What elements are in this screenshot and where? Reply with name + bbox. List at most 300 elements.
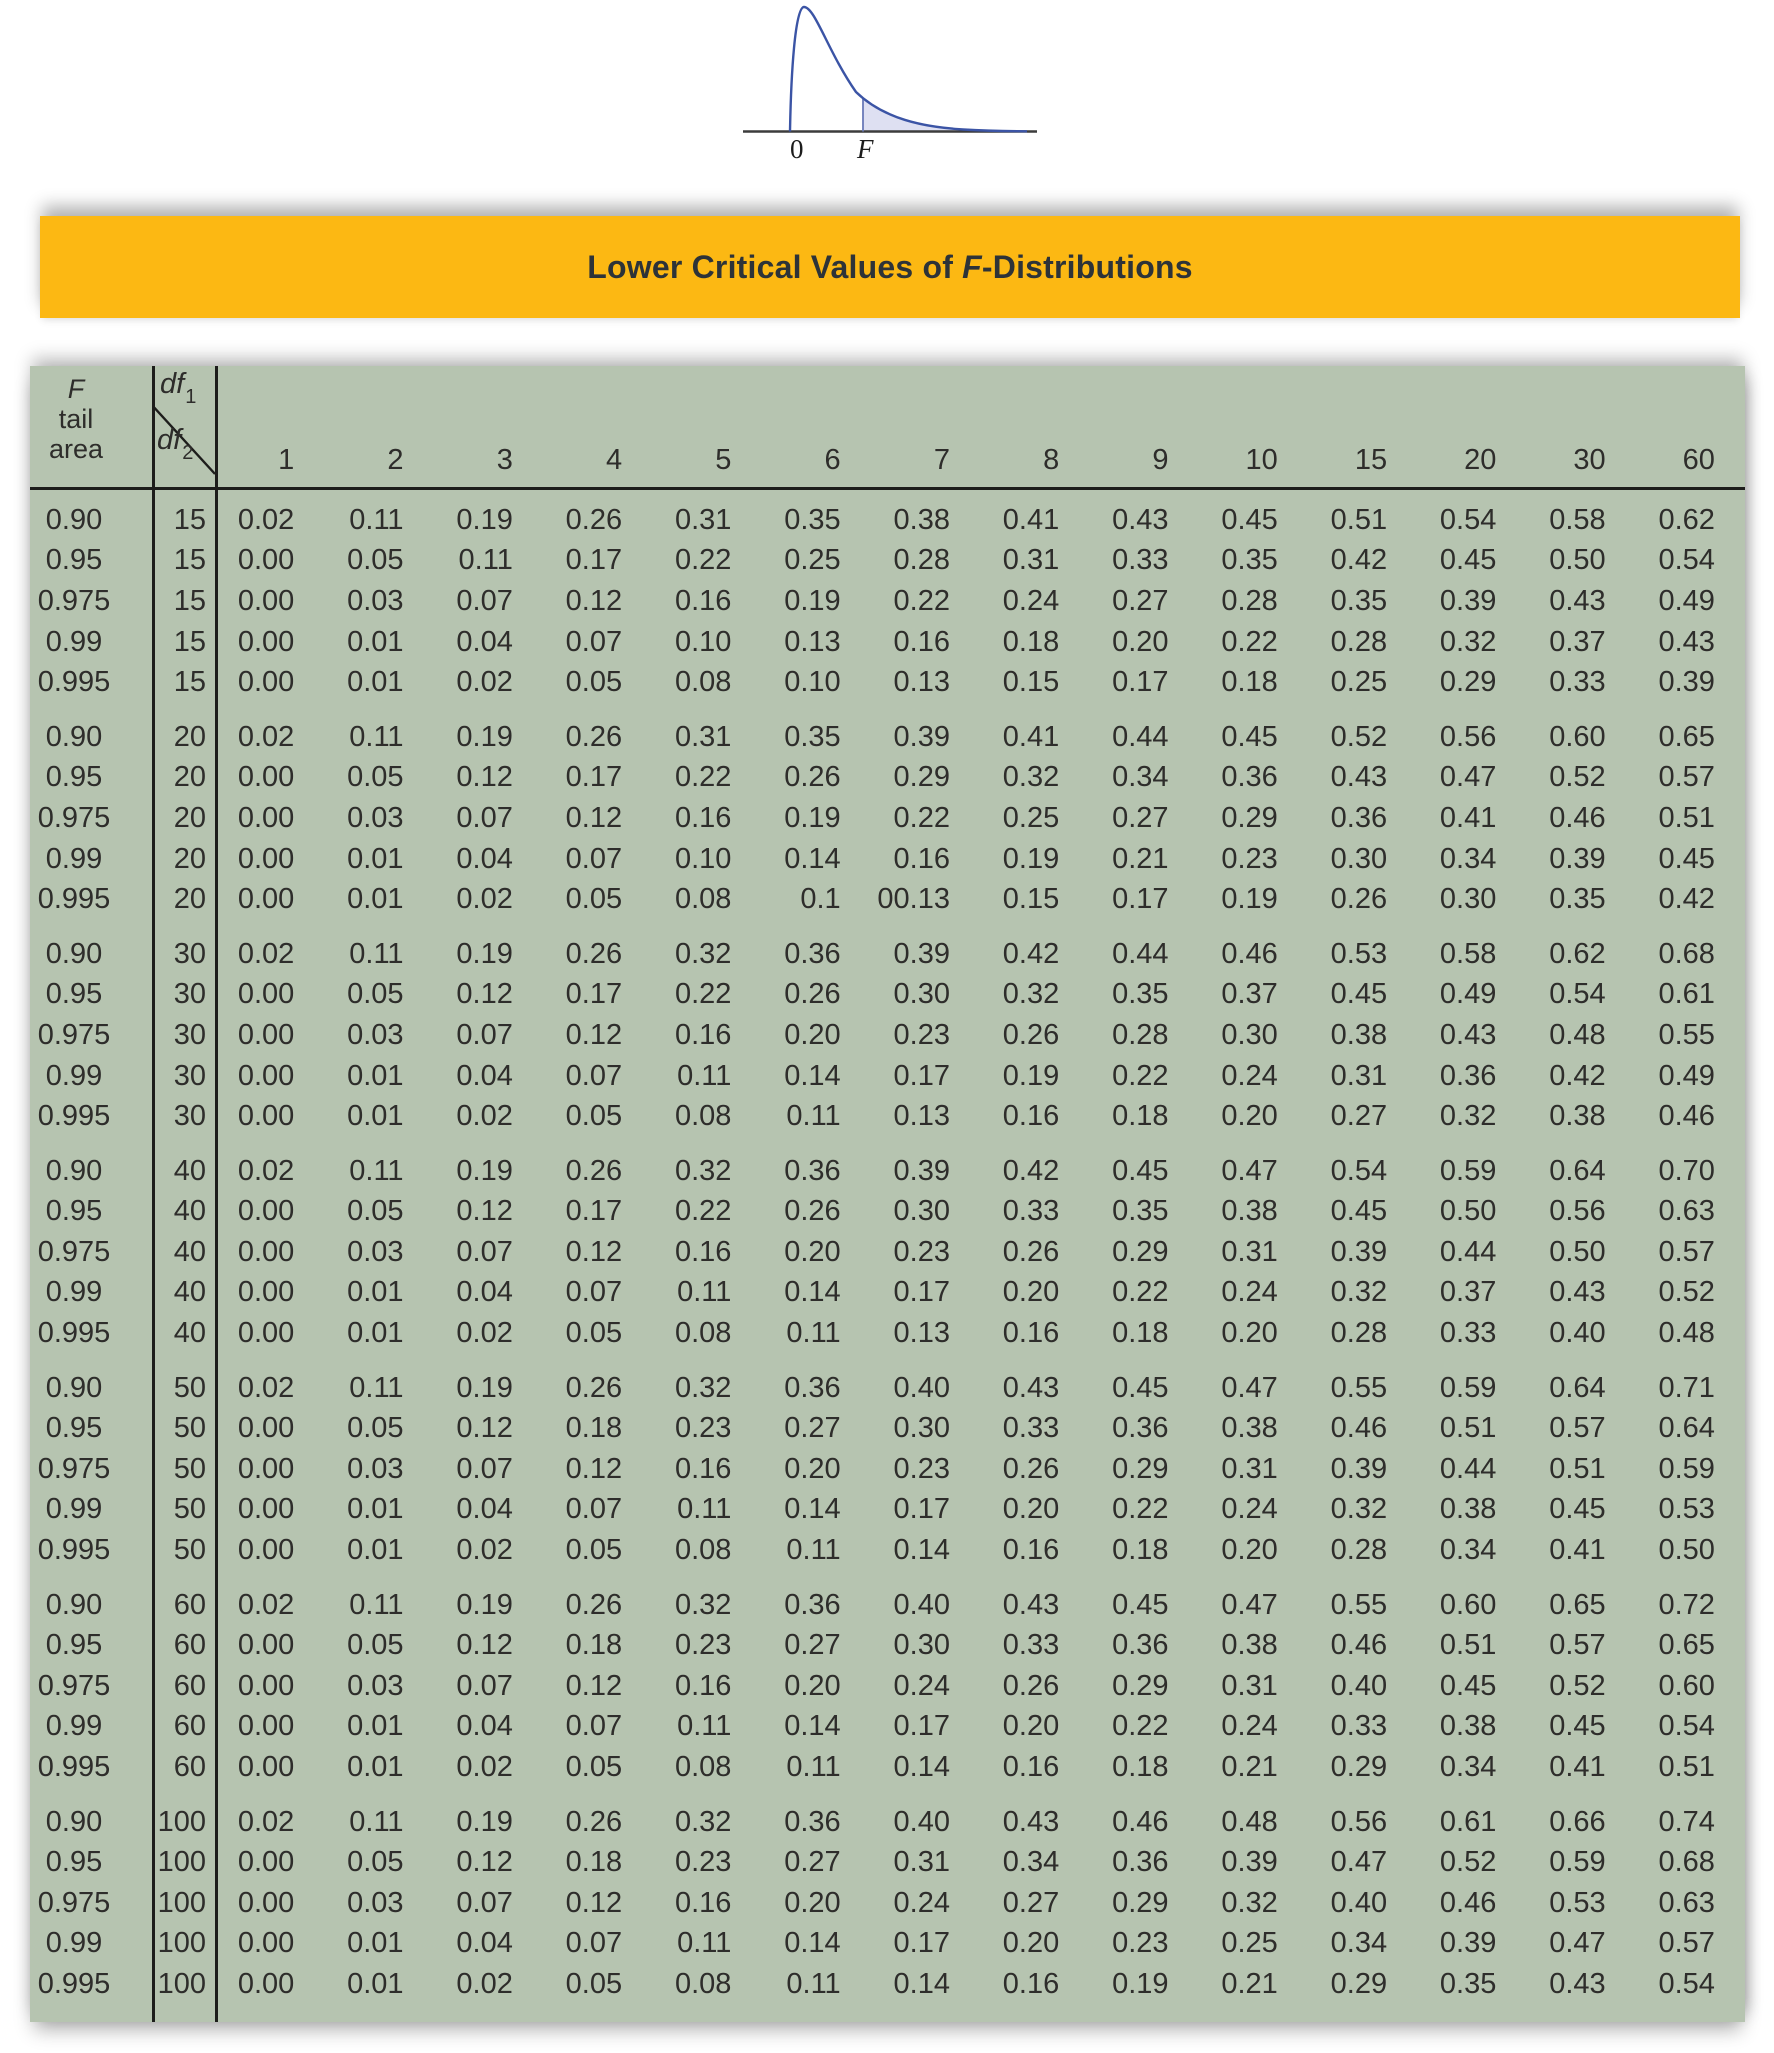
value-cell: 0.05 [347,761,404,794]
tail-area-cell: 0.995 [37,666,111,699]
value-cell: 0.03 [347,1669,404,1702]
df2-group [30,1368,1745,1571]
value-cell: 0.01 [347,1276,404,1309]
value-cell: 0.38 [893,503,950,536]
column-header-df1: 1 [278,444,295,476]
value-cell: 0.32 [1002,761,1060,794]
value-cell: 0.35 [1221,544,1278,577]
df2-group [30,717,1745,920]
value-cell: 0.22 [1112,1493,1169,1526]
value-cell: 0.00 [237,1967,295,2000]
value-cell: 0.16 [1002,1100,1060,1133]
value-cell: 0.39 [1221,1846,1278,1879]
tail-area-cell: 0.995 [37,1534,111,1567]
value-cell: 0.45 [1221,503,1278,536]
value-cell: 0.62 [1549,937,1606,970]
value-cell: 0.24 [1221,1276,1278,1309]
value-cell: 0.07 [565,625,623,658]
value-cell: 0.11 [786,1317,841,1350]
value-cell: 0.00 [237,801,295,834]
value-cell: 0.19 [456,937,513,970]
value-cell: 0.32 [674,1588,732,1621]
table-row [30,1707,1745,1748]
value-cell: 0.43 [1439,1018,1497,1051]
value-cell: 0.57 [1549,1412,1606,1445]
tail-area-cell: 0.95 [45,978,103,1011]
value-cell: 0.42 [1549,1059,1606,1092]
value-cell: 0.62 [1658,503,1715,536]
df2-cell: 40 [173,1276,206,1309]
value-cell: 0.46 [1330,1412,1388,1445]
value-cell: 0.31 [1221,1235,1278,1268]
value-cell: 0.11 [786,1100,841,1133]
value-cell: 0.41 [1002,720,1060,753]
corner-line-area: area [48,434,104,464]
title-suffix: -Distributions [981,248,1193,285]
df2-cell: 60 [173,1669,206,1702]
value-cell: 0.20 [784,1669,841,1702]
df1-column-headers [215,366,1745,487]
value-cell: 0.29 [1112,1669,1169,1702]
value-cell: 0.05 [565,1751,623,1784]
value-cell: 0.07 [456,1886,513,1919]
value-cell: 0.61 [1658,978,1715,1011]
value-cell: 0.19 [784,584,841,617]
value-cell: 0.16 [674,1452,732,1485]
value-cell: 0.11 [677,1276,732,1309]
value-cell: 0.32 [1439,625,1497,658]
table-row [30,1151,1745,1192]
value-cell: 0.46 [1658,1100,1715,1133]
df2-cell: 100 [157,1846,206,1879]
table-row [30,541,1745,582]
value-cell: 0.17 [565,1195,623,1228]
value-cell: 0.05 [347,1846,404,1879]
value-cell: 0.16 [674,584,732,617]
title-f-italic: F [962,248,982,285]
value-cell: 0.22 [1112,1276,1169,1309]
value-cell: 0.22 [893,584,950,617]
value-cell: 0.40 [1330,1669,1388,1702]
value-cell: 0.50 [1549,1235,1606,1268]
value-cell: 0.24 [1221,1059,1278,1092]
value-cell: 0.29 [1112,1452,1169,1485]
value-cell: 0.02 [237,503,295,536]
column-header-df1: 7 [933,444,950,476]
value-cell: 0.16 [674,1886,732,1919]
value-cell: 0.02 [456,1317,513,1350]
value-cell: 0.49 [1439,978,1497,1011]
value-cell: 0.51 [1549,1452,1606,1485]
table-row [30,1015,1745,1056]
value-cell: 0.38 [1549,1100,1606,1133]
value-cell: 0.45 [1439,544,1497,577]
value-cell: 0.36 [1439,1059,1497,1092]
value-cell: 0.05 [565,883,623,916]
value-cell: 0.36 [1112,1846,1169,1879]
tail-area-cell: 0.95 [45,1846,103,1879]
df2-cell: 60 [173,1629,206,1662]
value-cell: 0.51 [1439,1412,1497,1445]
df2-cell: 60 [173,1710,206,1743]
df2-cell: 15 [173,666,206,699]
value-cell: 0.18 [1112,1751,1169,1784]
tail-area-cell: 0.975 [37,584,111,617]
value-cell: 0.21 [1221,1751,1278,1784]
value-cell: 0.02 [237,937,295,970]
value-cell: 0.17 [893,1059,950,1092]
value-cell: 0.02 [456,1534,513,1567]
value-cell: 0.10 [674,842,732,875]
table-row [30,1883,1745,1924]
value-cell: 0.44 [1439,1452,1497,1485]
value-cell: 0.19 [456,1154,513,1187]
value-cell: 0.23 [1112,1927,1169,1960]
column-divider-left [152,366,155,2022]
value-cell: 0.19 [784,801,841,834]
value-cell: 0.37 [1439,1276,1497,1309]
value-cell: 0.16 [674,1669,732,1702]
value-cell: 0.30 [893,978,950,1011]
value-cell: 0.33 [1439,1317,1497,1350]
table-row [30,1585,1745,1626]
value-cell: 0.11 [349,1805,404,1838]
value-cell: 0.27 [1112,801,1169,834]
value-cell: 0.39 [1330,1452,1388,1485]
table-row [30,500,1745,541]
value-cell: 0.18 [565,1846,623,1879]
df1-label: $df_1$ [160,368,197,408]
value-cell: 0.07 [565,1710,623,1743]
df2-group [30,1802,1745,2005]
value-cell: 0.12 [456,761,513,794]
value-cell: 0.14 [784,1710,841,1743]
value-cell: 0.1 [800,883,841,916]
column-header-df1: 60 [1682,444,1715,476]
value-cell: 0.43 [1112,503,1169,536]
tail-area-cell: 0.95 [45,1195,103,1228]
tail-area-cell: 0.975 [37,1886,111,1919]
table-row [30,1490,1745,1531]
value-cell: 0.44 [1112,937,1169,970]
value-cell: 0.18 [1112,1100,1169,1133]
value-cell: 0.32 [674,1805,732,1838]
df2-cell: 30 [173,937,206,970]
table-row [30,1408,1745,1449]
value-cell: 0.35 [1439,1967,1497,2000]
value-cell: 0.59 [1439,1154,1497,1187]
value-cell: 0.26 [784,1195,841,1228]
value-cell: 0.12 [565,801,623,834]
value-cell: 0.54 [1658,544,1715,577]
tail-area-cell: 0.975 [37,1669,111,1702]
value-cell: 0.22 [674,544,732,577]
value-cell: 0.18 [565,1412,623,1445]
value-cell: 0.00 [237,1669,295,1702]
df2-cell: 100 [157,1927,206,1960]
value-cell: 0.11 [786,1534,841,1567]
value-cell: 0.25 [1330,666,1388,699]
value-cell: 0.22 [1112,1710,1169,1743]
value-cell: 0.20 [784,1452,841,1485]
page-title [587,249,1192,286]
value-cell: 0.41 [1549,1534,1606,1567]
value-cell: 0.07 [456,584,513,617]
tail-area-cell: 0.90 [45,937,103,970]
value-cell: 0.19 [456,1371,513,1404]
value-cell: 0.35 [1112,978,1169,1011]
value-cell: 0.66 [1549,1805,1606,1838]
value-cell: 0.17 [565,761,623,794]
df2-cell: 50 [173,1493,206,1526]
value-cell: 0.23 [893,1235,950,1268]
value-cell: 0.43 [1002,1371,1060,1404]
value-cell: 0.51 [1439,1629,1497,1662]
value-cell: 0.26 [565,720,623,753]
value-cell: 0.15 [1002,666,1060,699]
tail-area-cell: 0.95 [45,544,103,577]
value-cell: 0.56 [1439,720,1497,753]
value-cell: 0.65 [1658,720,1715,753]
table-row [30,1056,1745,1097]
value-cell: 0.14 [784,1493,841,1526]
value-cell: 0.01 [347,1751,404,1784]
value-cell: 0.25 [1002,801,1060,834]
value-cell: 0.16 [1002,1317,1060,1350]
value-cell: 0.00 [237,1751,295,1784]
table-row [30,1449,1745,1490]
value-cell: 0.33 [1549,666,1606,699]
value-cell: 0.00 [237,1927,295,1960]
df2-cell: 20 [173,883,206,916]
value-cell: 0.07 [565,1059,623,1092]
value-cell: 0.26 [565,1588,623,1621]
value-cell: 0.14 [893,1967,950,2000]
table-row [30,839,1745,880]
value-cell: 0.35 [784,720,841,753]
value-cell: 0.49 [1658,584,1715,617]
value-cell: 0.58 [1549,503,1606,536]
value-cell: 0.38 [1221,1412,1278,1445]
column-header-df1: 5 [715,444,732,476]
table-row [30,1530,1745,1571]
value-cell: 0.02 [456,1751,513,1784]
df2-cell: 50 [173,1412,206,1445]
df2-cell: 50 [173,1371,206,1404]
value-cell: 0.42 [1002,1154,1060,1187]
value-cell: 0.47 [1221,1371,1278,1404]
value-cell: 0.64 [1658,1412,1715,1445]
value-cell: 0.54 [1658,1967,1715,2000]
value-cell: 0.01 [347,666,404,699]
table-row [30,1625,1745,1666]
df2-cell: 100 [157,1967,206,2000]
value-cell: 0.00 [237,1100,295,1133]
column-header-df1: 20 [1464,444,1497,476]
value-cell: 0.60 [1439,1588,1497,1621]
df2-cell: 20 [173,761,206,794]
value-cell: 0.42 [1658,883,1715,916]
value-cell: 0.19 [456,1805,513,1838]
value-cell: 0.11 [458,544,513,577]
value-cell: 0.20 [1002,1493,1060,1526]
value-cell: 0.03 [347,801,404,834]
table-row [30,1924,1745,1965]
table-row [30,1666,1745,1707]
column-divider-right [215,366,218,2022]
value-cell: 0.39 [893,1154,950,1187]
value-cell: 0.72 [1658,1588,1715,1621]
df2-cell: 40 [173,1154,206,1187]
value-cell: 0.02 [237,1588,295,1621]
value-cell: 0.26 [565,503,623,536]
tail-area-cell: 0.995 [37,1317,111,1350]
value-cell: 0.36 [1221,761,1278,794]
value-cell: 0.26 [565,1371,623,1404]
value-cell: 0.45 [1549,1493,1606,1526]
value-cell: 0.35 [784,503,841,536]
value-cell: 0.31 [1330,1059,1388,1092]
value-cell: 0.02 [456,883,513,916]
tail-area-cell: 0.95 [45,1412,103,1445]
df2-cell: 50 [173,1534,206,1567]
df2-cell: 15 [173,544,206,577]
table-row [30,1096,1745,1137]
value-cell: 0.25 [1221,1927,1278,1960]
value-cell: 0.08 [674,1100,732,1133]
value-cell: 0.64 [1549,1371,1606,1404]
value-cell: 0.13 [893,1100,950,1133]
value-cell: 0.43 [1002,1805,1060,1838]
value-cell: 0.11 [349,1371,404,1404]
df2-group [30,500,1745,703]
value-cell: 0.00 [237,1493,295,1526]
value-cell: 0.46 [1439,1886,1497,1919]
value-cell: 0.59 [1658,1452,1715,1485]
value-cell: 0.32 [1002,978,1060,1011]
value-cell: 0.71 [1658,1371,1715,1404]
value-cell: 0.16 [674,1235,732,1268]
value-cell: 0.32 [1330,1276,1388,1309]
value-cell: 0.52 [1658,1276,1715,1309]
value-cell: 0.45 [1330,1195,1388,1228]
column-header-df1: 3 [496,444,513,476]
value-cell: 0.45 [1112,1371,1169,1404]
value-cell: 0.19 [1221,883,1278,916]
df2-group [30,1585,1745,1788]
value-cell: 0.38 [1439,1493,1497,1526]
value-cell: 0.36 [784,1154,841,1187]
value-cell: 0.54 [1549,978,1606,1011]
value-cell: 0.11 [677,1493,732,1526]
title-banner [40,216,1740,318]
value-cell: 0.00 [237,1276,295,1309]
value-cell: 0.13 [893,666,950,699]
tail-area-cell: 0.90 [45,720,103,753]
corner-header-tail-area [30,366,152,487]
value-cell: 0.29 [1112,1886,1169,1919]
value-cell: 0.16 [674,801,732,834]
value-cell: 0.29 [1439,666,1497,699]
value-cell: 0.08 [674,1534,732,1567]
value-cell: 0.32 [674,1371,732,1404]
value-cell: 0.00 [237,1710,295,1743]
table-row [30,1368,1745,1409]
title-prefix: Lower Critical Values of [587,248,963,285]
value-cell: 0.47 [1439,761,1497,794]
value-cell: 0.10 [784,666,841,699]
value-cell: 0.02 [237,1805,295,1838]
df2-cell: 20 [173,720,206,753]
value-cell: 0.29 [1330,1751,1388,1784]
value-cell: 0.08 [674,666,732,699]
value-cell: 0.32 [674,1154,732,1187]
value-cell: 0.16 [893,625,950,658]
value-cell: 0.01 [347,1967,404,2000]
value-cell: 0.26 [784,978,841,1011]
value-cell: 0.38 [1221,1629,1278,1662]
value-cell: 0.16 [1002,1534,1060,1567]
df2-cell: 30 [173,978,206,1011]
value-cell: 0.22 [674,978,732,1011]
value-cell: 0.00 [237,1059,295,1092]
value-cell: 0.33 [1112,544,1169,577]
value-cell: 0.07 [565,842,623,875]
value-cell: 0.27 [1002,1886,1060,1919]
value-cell: 0.17 [1112,666,1169,699]
column-header-df1: 8 [1043,444,1060,476]
value-cell: 0.00 [237,584,295,617]
value-cell: 0.12 [565,584,623,617]
value-cell: 0.57 [1549,1629,1606,1662]
value-cell: 0.19 [1112,1967,1169,2000]
value-cell: 0.16 [1002,1967,1060,2000]
value-cell: 0.36 [784,1805,841,1838]
column-header-df1: 10 [1245,444,1278,476]
tail-area-cell: 0.99 [45,625,103,658]
value-cell: 0.33 [1002,1629,1060,1662]
value-cell: 0.05 [347,978,404,1011]
value-cell: 0.41 [1002,503,1060,536]
value-cell: 0.01 [347,842,404,875]
value-cell: 0.40 [1330,1886,1388,1919]
column-header-df1: 2 [387,444,404,476]
df2-cell: 15 [173,503,206,536]
value-cell: 0.14 [893,1751,950,1784]
value-cell: 0.48 [1221,1805,1278,1838]
value-cell: 0.24 [1002,584,1060,617]
value-cell: 0.18 [1112,1317,1169,1350]
table-row [30,1313,1745,1354]
value-cell: 0.20 [1112,625,1169,658]
value-cell: 0.59 [1439,1371,1497,1404]
value-cell: 0.31 [674,720,732,753]
value-cell: 0.00 [237,978,295,1011]
value-cell: 0.60 [1549,720,1606,753]
value-cell: 0.41 [1439,801,1497,834]
value-cell: 0.42 [1330,544,1388,577]
value-cell: 0.55 [1658,1018,1715,1051]
value-cell: 0.53 [1658,1493,1715,1526]
tail-area-cell: 0.99 [45,1927,103,1960]
table-row [30,758,1745,799]
value-cell: 0.39 [1658,666,1715,699]
value-cell: 0.30 [893,1629,950,1662]
value-cell: 0.08 [674,883,732,916]
value-cell: 0.26 [1002,1018,1060,1051]
value-cell: 0.30 [1330,842,1388,875]
value-cell: 0.63 [1658,1195,1715,1228]
